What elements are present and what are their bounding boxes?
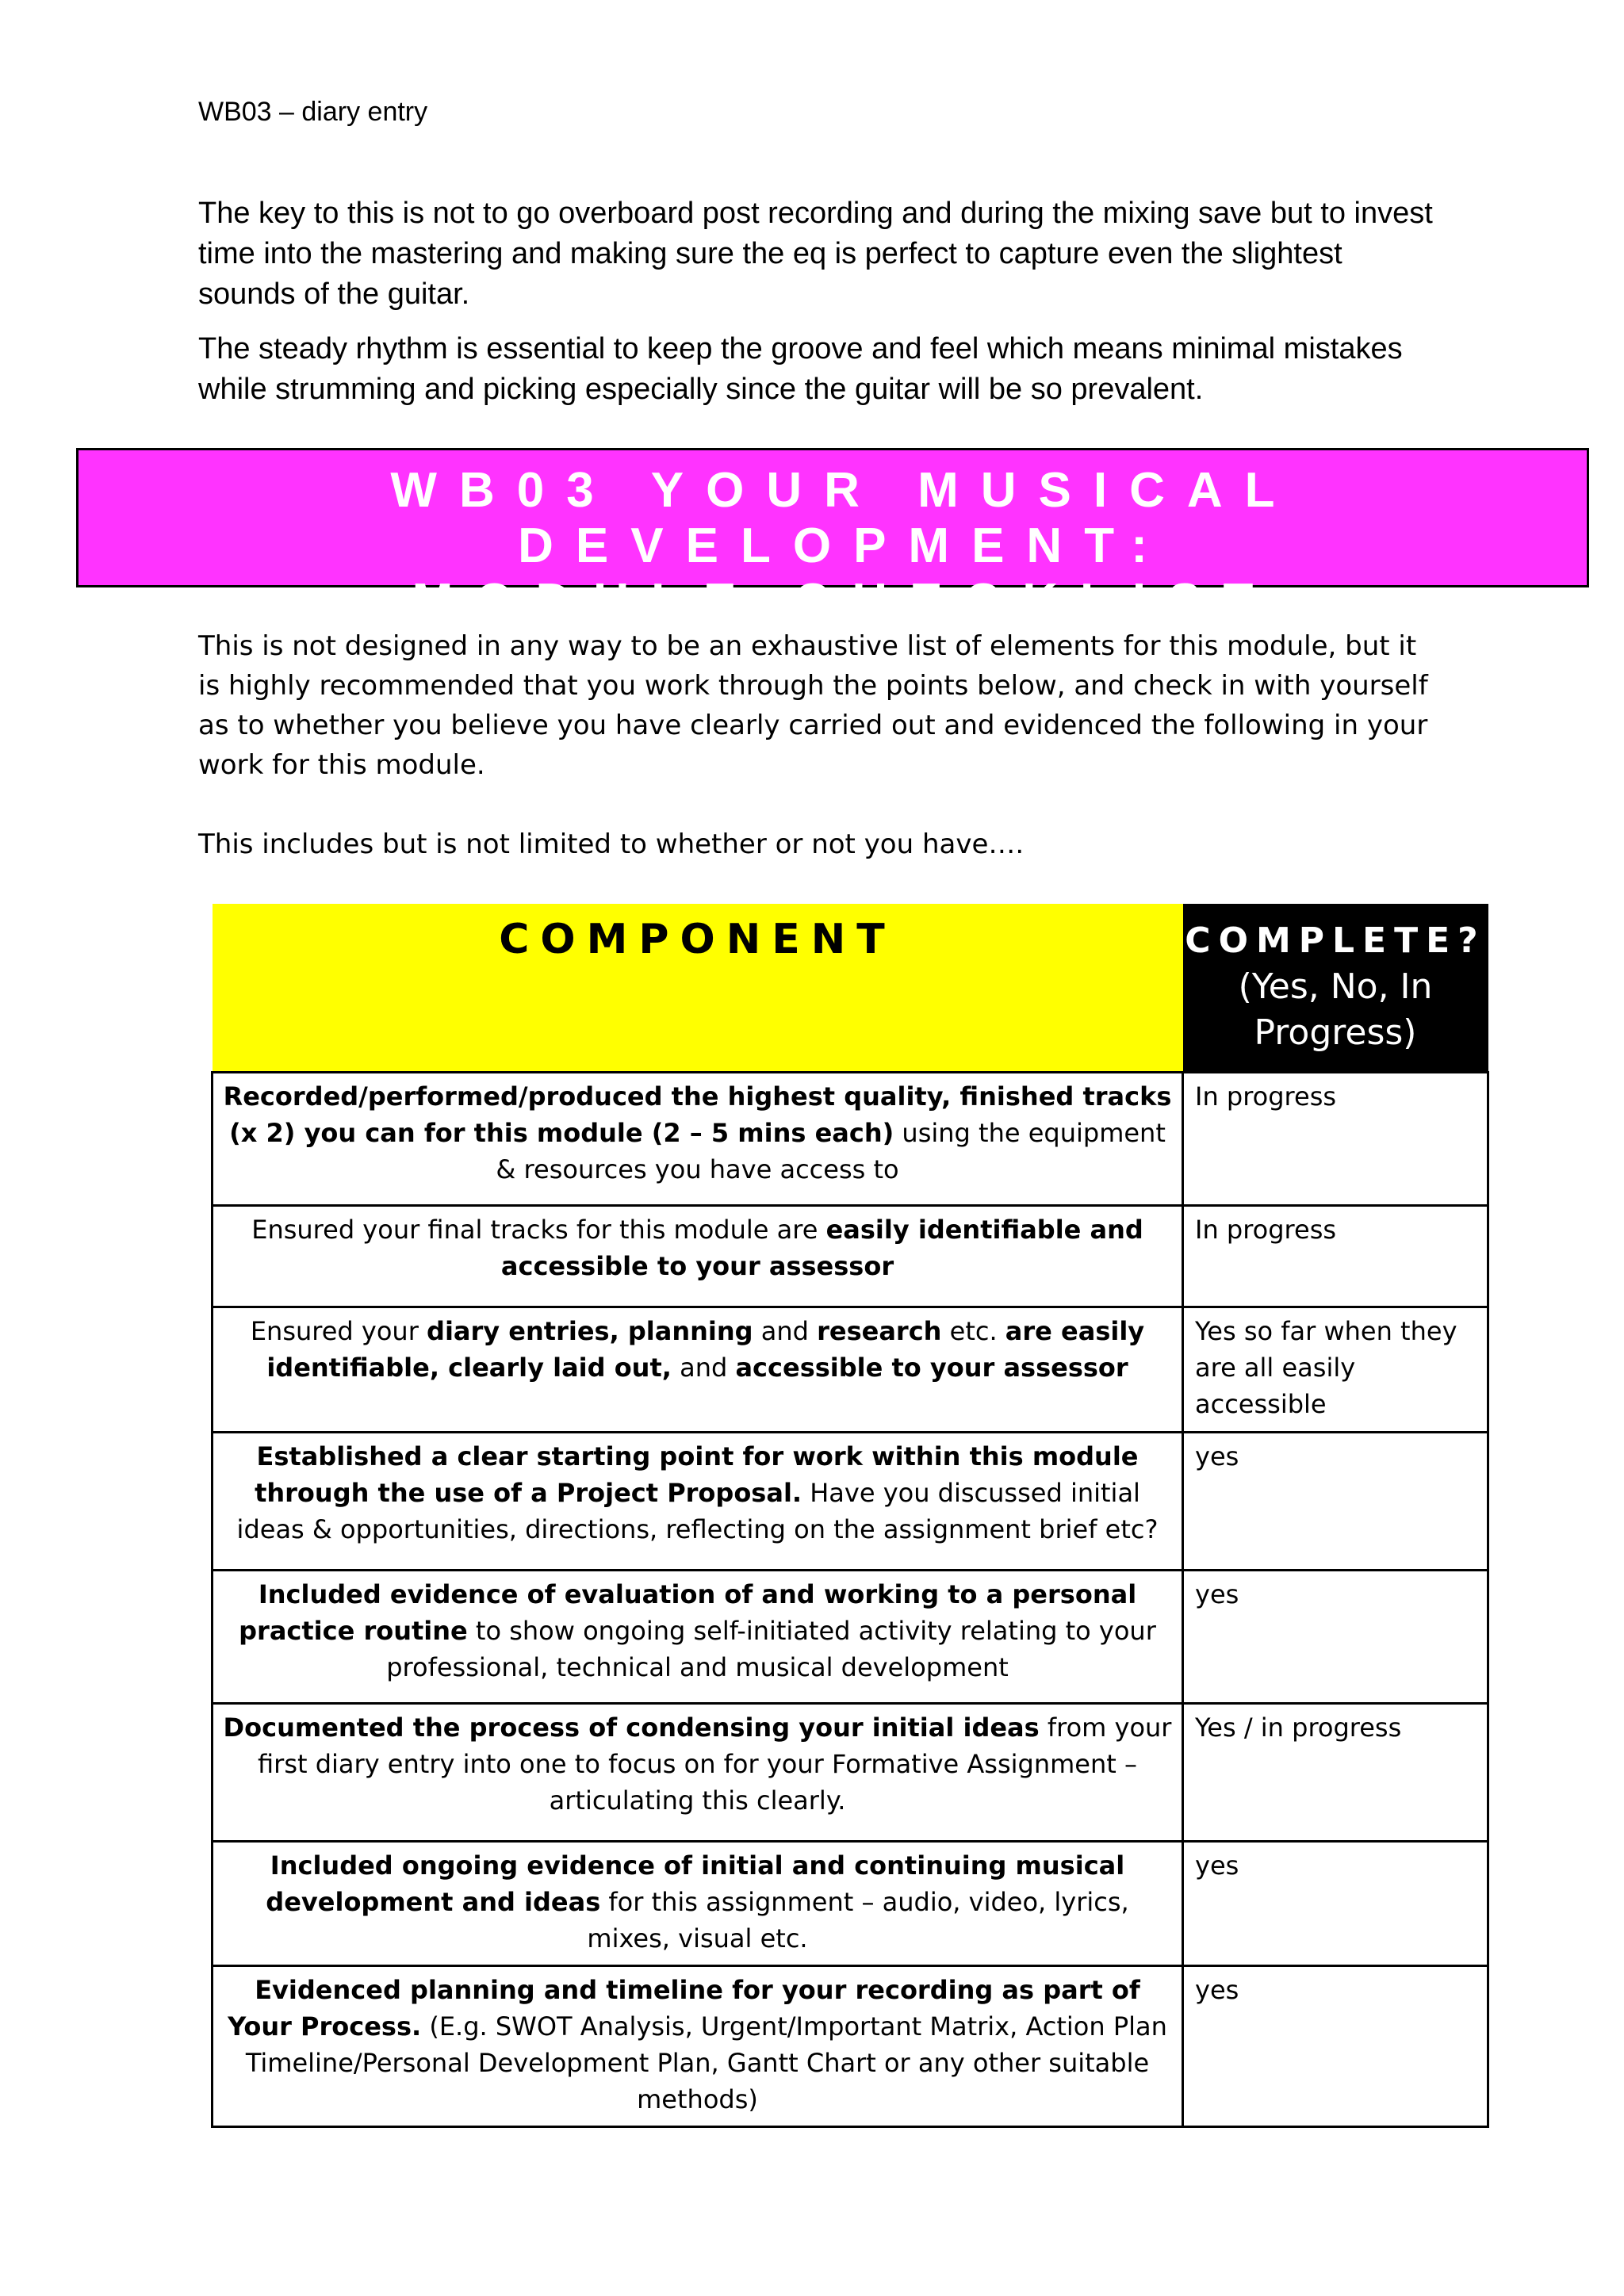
component-text: Included ongoing evidence of initial and continuing musical development and ideas — [266, 1850, 1125, 1917]
component-cell — [213, 1307, 1183, 1432]
component-text: using the equipment & resources you have access to — [496, 1117, 1166, 1184]
component-text: Ensured your — [250, 1315, 427, 1346]
status-cell: Yes / in progress — [1183, 1703, 1488, 1841]
table-row — [213, 1703, 1488, 1841]
component-text: Ensured your final tracks for this module are — [251, 1214, 826, 1245]
component-cell — [213, 1570, 1183, 1703]
component-text: from your first diary entry into one to focus on for your Formative Assignment – articulating this clearly. — [258, 1712, 1172, 1816]
checklist-includes-line: This includes but is not limited to whether or not you have…. — [198, 828, 1025, 860]
status-cell: yes — [1183, 1432, 1488, 1570]
component-cell — [213, 1432, 1183, 1570]
component-text: Established a clear starting point for work within this module through the use of a Project Proposal. — [255, 1441, 1139, 1508]
checklist-banner — [76, 448, 1589, 629]
component-text: to show ongoing self-initiated activity relating to your professional, technical and musical development — [386, 1615, 1156, 1682]
component-text: for this assignment – audio, video, lyrics, mixes, visual etc. — [587, 1886, 1129, 1954]
component-text: diary entries, planning — [427, 1315, 753, 1346]
component-text: (E.g. SWOT Analysis, Urgent/Important Matrix, Action Plan Timeline/Personal Development Plan, Gantt Chart or any other suitable methods) — [245, 2011, 1167, 2114]
table-row — [213, 1072, 1488, 1205]
checklist-intro — [198, 626, 1435, 904]
table-row — [213, 1570, 1488, 1703]
status-cell: yes — [1183, 1570, 1488, 1703]
component-text: easily identifiable and accessible to your assessor — [500, 1214, 1143, 1281]
banner-title-line-2: MODULE CHECKLIST — [412, 574, 1276, 629]
table-row — [213, 1841, 1488, 1965]
component-text: etc. — [941, 1315, 1005, 1346]
table-header-row — [213, 904, 1488, 1072]
intro-paragraph-2: The steady rhythm is essential to keep the groove and feel which means minimal mistakes while strumming and picking especially since the guitar will be so prevalent. — [198, 332, 1403, 406]
component-text: Documented the process of condensing your initial ideas — [223, 1712, 1040, 1743]
page-header: WB03 – diary entry — [198, 97, 428, 127]
component-text: research — [817, 1315, 942, 1346]
component-text: Evidenced planning and timeline for your recording as part of Your Process. — [228, 1974, 1140, 2042]
status-cell: yes — [1183, 1841, 1488, 1965]
component-text: Included evidence of evaluation of and working to a personal practice routine — [239, 1578, 1137, 1646]
complete-header-subtitle: (Yes, No, In Progress) — [1238, 966, 1433, 1053]
component-cell — [213, 1965, 1183, 2126]
status-cell: In progress — [1183, 1205, 1488, 1307]
status-cell: In progress — [1183, 1072, 1488, 1205]
component-text: and — [671, 1352, 736, 1383]
complete-header-title: COMPLETE? — [1185, 920, 1486, 961]
table-row — [213, 1307, 1488, 1432]
component-cell — [213, 1841, 1183, 1965]
banner-title-line-1: WB03 YOUR MUSICAL DEVELOPMENT: — [390, 463, 1297, 573]
table-row — [213, 1432, 1488, 1570]
component-column-header: COMPONENT — [213, 904, 1183, 1072]
table-row — [213, 1965, 1488, 2126]
component-cell — [213, 1205, 1183, 1307]
component-text: Recorded/performed/produced the highest quality, finished tracks (x 2) you can for this module (2 – 5 mins each) — [223, 1081, 1172, 1148]
component-text: and — [753, 1315, 818, 1346]
intro-section — [198, 193, 1435, 424]
component-cell — [213, 1072, 1183, 1205]
intro-paragraph-1: The key to this is not to go overboard post recording and during the mixing save but to invest time into the mastering and making sure the eq is perfect to capture even the slightest sounds of the guitar. — [198, 197, 1433, 311]
table-row — [213, 1205, 1488, 1307]
checklist-body — [213, 1072, 1488, 2126]
component-text: Have you discussed initial ideas & opportunities, directions, reflecting on the assignment brief etc? — [236, 1477, 1159, 1544]
component-text: accessible to your assessor — [735, 1352, 1128, 1383]
status-cell: Yes so far when they are all easily accessible — [1183, 1307, 1488, 1432]
module-checklist-table — [211, 904, 1489, 2128]
status-cell: yes — [1183, 1965, 1488, 2126]
checklist-intro-paragraph: This is not designed in any way to be an exhaustive list of elements for this module, but it is highly recommended that you work through the points below, and check in with yourself as to whether you believe you have clearly carried out and evidenced the following in your work for this module. — [198, 630, 1428, 781]
component-text: are easily identifiable, clearly laid out, — [266, 1315, 1145, 1383]
complete-column-header — [1183, 904, 1488, 1072]
component-cell — [213, 1703, 1183, 1841]
